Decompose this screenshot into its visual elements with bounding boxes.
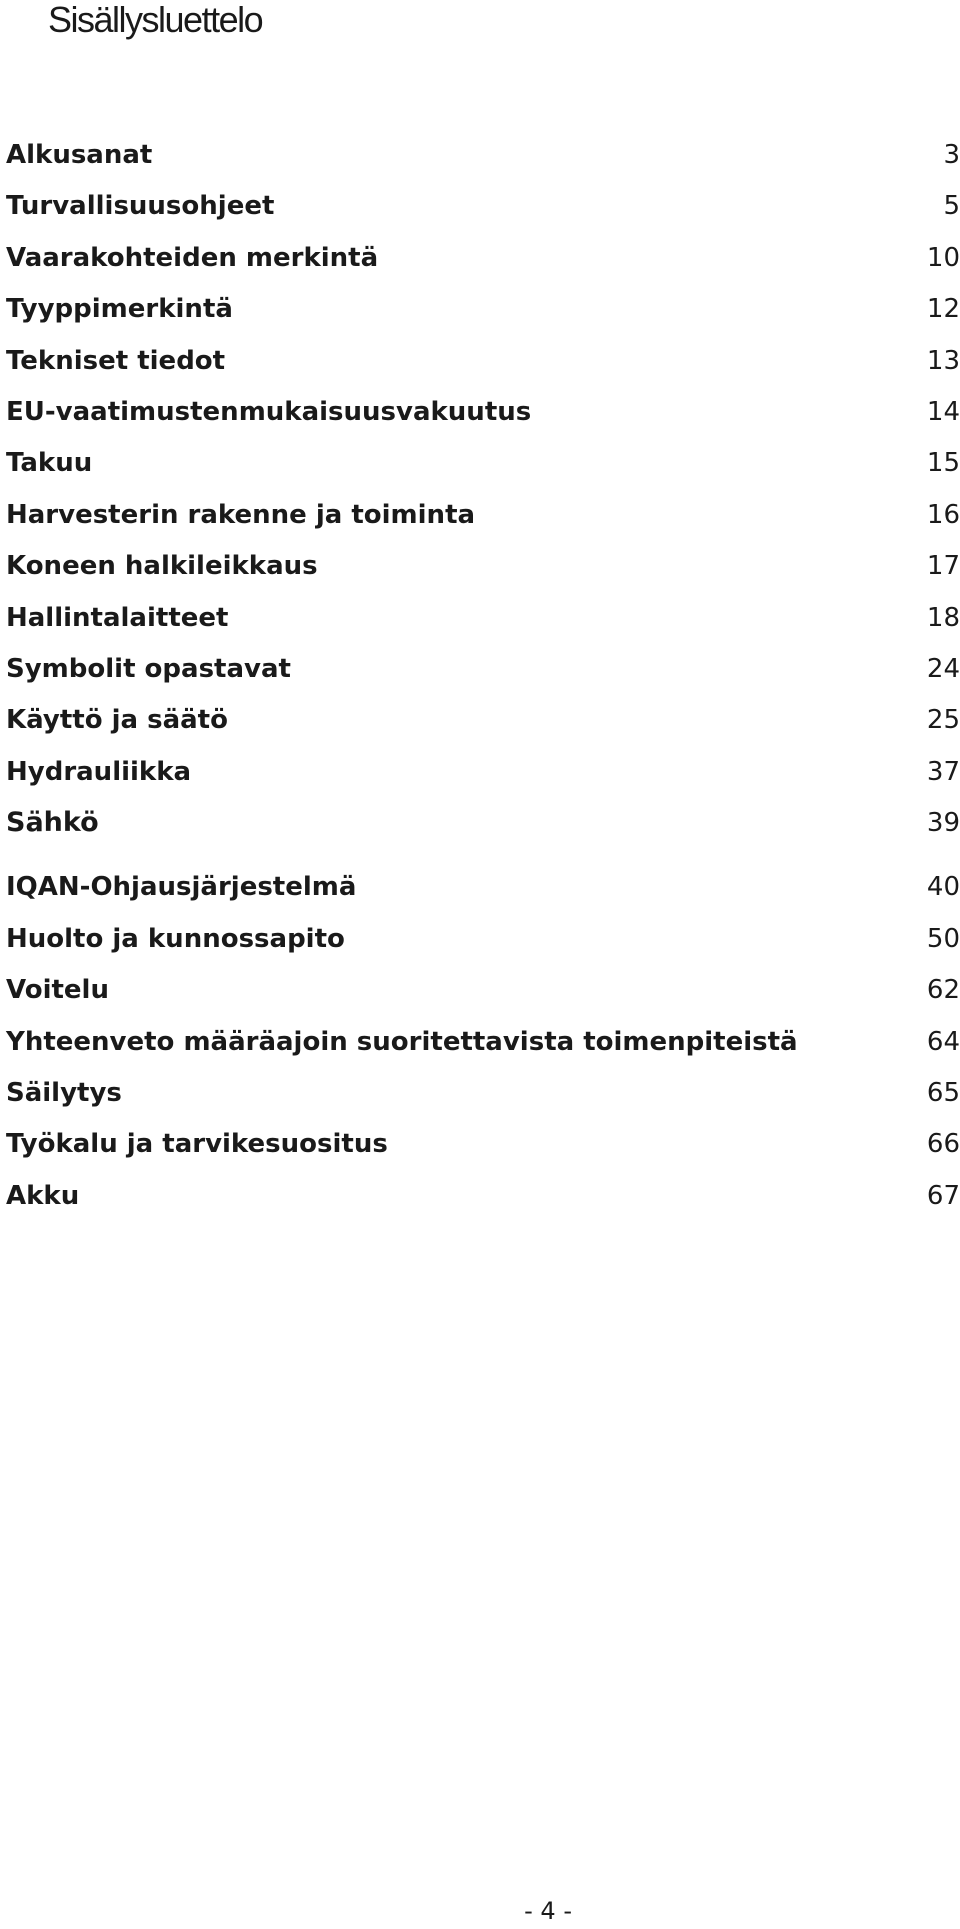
toc-entry-title: Käyttö ja säätö xyxy=(6,705,228,736)
toc-entry-alkusanat[interactable] xyxy=(6,135,960,186)
toc-entry-kaytto-ja-saato[interactable] xyxy=(6,700,960,751)
table-of-contents xyxy=(6,135,960,1227)
toc-entry-takuu[interactable] xyxy=(6,443,960,494)
toc-entry-turvallisuusohjeet[interactable] xyxy=(6,186,960,237)
toc-entry-sailytys[interactable] xyxy=(6,1073,960,1124)
toc-entry-tyyppimerkinta[interactable] xyxy=(6,289,960,340)
toc-entry-tekniset-tiedot[interactable] xyxy=(6,341,960,392)
toc-entry-title: Akku xyxy=(6,1180,80,1211)
toc-entry-title: Työkalu ja tarvikesuositus xyxy=(6,1129,388,1160)
toc-entry-title: Turvallisuusohjeet xyxy=(6,191,275,222)
toc-entry-title: Voitelu xyxy=(6,975,109,1006)
toc-entry-vaarakohteiden-merkinta[interactable] xyxy=(6,238,960,289)
toc-entry-title: Harvesterin rakenne ja toiminta xyxy=(6,499,476,530)
toc-entry-page: 66 xyxy=(926,1129,960,1160)
toc-entry-page: 10 xyxy=(926,242,960,273)
toc-entry-page: 24 xyxy=(926,653,960,684)
toc-entry-page: 15 xyxy=(926,448,960,479)
toc-entry-title: EU-vaatimustenmukaisuusvakuutus xyxy=(6,396,532,427)
toc-entry-tyokalu-ja-tarvikesuositus[interactable] xyxy=(6,1124,960,1175)
toc-entry-title: Huolto ja kunnossapito xyxy=(6,923,345,954)
footer xyxy=(0,1896,960,1926)
toc-entry-akku[interactable] xyxy=(6,1176,960,1227)
toc-entry-page: 12 xyxy=(926,294,960,325)
toc-entry-page: 40 xyxy=(926,872,960,903)
page-title: Sisällysluettelo xyxy=(48,0,263,40)
toc-entry-page: 16 xyxy=(926,499,960,530)
toc-entry-harvesterin-rakenne[interactable] xyxy=(6,495,960,546)
toc-entry-page: 65 xyxy=(926,1078,960,1109)
toc-entry-title: IQAN-Ohjausjärjestelmä xyxy=(6,872,357,903)
toc-entry-page: 13 xyxy=(926,345,960,376)
toc-entry-voitelu[interactable] xyxy=(6,970,960,1021)
toc-entry-page: 25 xyxy=(926,705,960,736)
toc-entry-eu-vaatimustenmukaisuusvakuutus[interactable] xyxy=(6,392,960,443)
toc-entry-title: Takuu xyxy=(6,448,93,479)
toc-entry-page: 17 xyxy=(926,551,960,582)
toc-entry-hydrauliikka[interactable] xyxy=(6,752,960,803)
toc-entry-title: Tekniset tiedot xyxy=(6,345,226,376)
toc-entry-yhteenveto[interactable] xyxy=(6,1022,960,1073)
toc-entry-hallintalaitteet[interactable] xyxy=(6,598,960,649)
toc-entry-title: Yhteenveto määräajoin suoritettavista toimenpiteistä xyxy=(6,1026,798,1057)
toc-entry-page: 14 xyxy=(926,396,960,427)
toc-entry-symbolit-opastavat[interactable] xyxy=(6,649,960,700)
toc-entry-page: 5 xyxy=(943,191,960,222)
toc-entry-huolto-ja-kunnossapito[interactable] xyxy=(6,919,960,970)
toc-entry-page: 62 xyxy=(926,975,960,1006)
toc-entry-page: 67 xyxy=(926,1180,960,1211)
toc-entry-page: 37 xyxy=(926,756,960,787)
toc-entry-page: 64 xyxy=(926,1026,960,1057)
toc-entry-title: Symbolit opastavat xyxy=(6,653,291,684)
toc-entry-sahko[interactable] xyxy=(6,803,960,854)
toc-entry-page: 50 xyxy=(926,923,960,954)
toc-entry-title: Koneen halkileikkaus xyxy=(6,551,318,582)
toc-entry-title: Sähkö xyxy=(6,807,99,839)
toc-entry-title: Hallintalaitteet xyxy=(6,602,229,633)
toc-entry-koneen-halkileikkaus[interactable] xyxy=(6,546,960,597)
toc-entry-title: Vaarakohteiden merkintä xyxy=(6,242,379,273)
page-number: - 4 - xyxy=(524,1897,572,1925)
toc-entry-page: 18 xyxy=(926,602,960,633)
toc-entry-title: Tyyppimerkintä xyxy=(6,294,233,325)
toc-entry-title: Hydrauliikka xyxy=(6,756,192,787)
toc-entry-iqan-ohjausjarjestelma[interactable] xyxy=(6,867,960,918)
toc-entry-title: Säilytys xyxy=(6,1078,122,1109)
toc-entry-title: Alkusanat xyxy=(6,140,153,170)
toc-entry-page: 3 xyxy=(943,140,960,170)
toc-entry-page: 39 xyxy=(926,808,960,839)
